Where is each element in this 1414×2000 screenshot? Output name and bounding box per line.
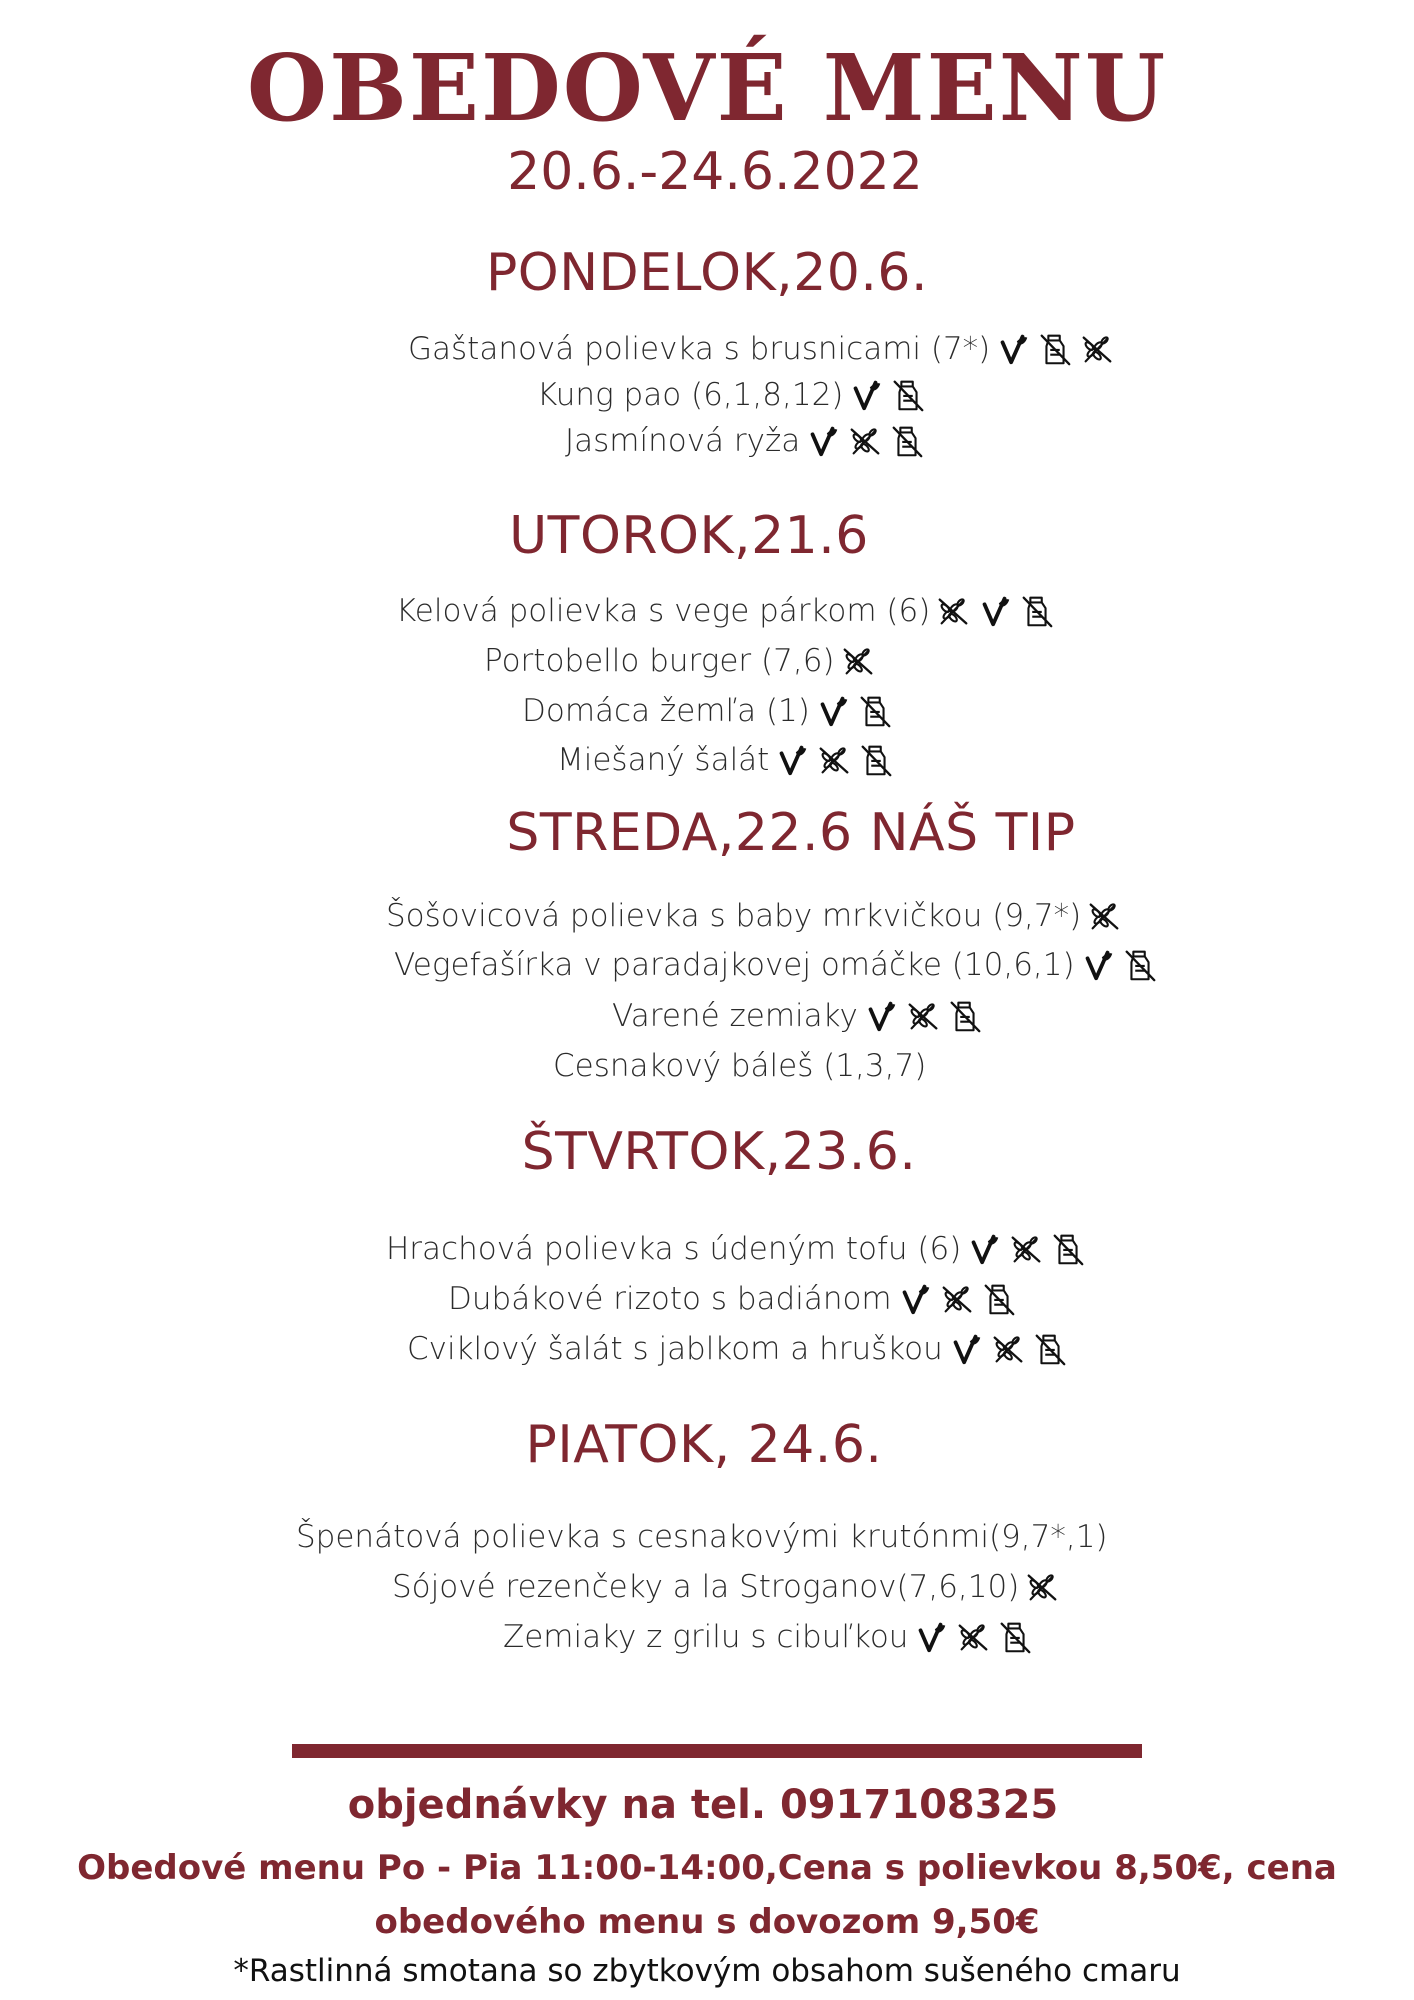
menu-item bbox=[408, 326, 1116, 372]
hours-price-line-2: obedového menu s dovozom 9,50€ bbox=[374, 1902, 1040, 1942]
menu-item-text: Kung pao (6,1,8,12) bbox=[537, 377, 844, 413]
vegan-icon bbox=[847, 375, 885, 415]
gluten-free-icon bbox=[815, 740, 853, 780]
no-lactose-icon bbox=[1121, 945, 1159, 985]
gluten-free-icon bbox=[846, 421, 884, 461]
menu-item-text: Špenátová polievka s cesnakovými krutónmi(9,7*,1) bbox=[296, 1519, 1108, 1555]
date-range: 20.6.-24.6.2022 bbox=[507, 142, 923, 202]
menu-item-text: Cesnakový báleš (1,3,7) bbox=[553, 1048, 927, 1084]
no-lactose-icon bbox=[857, 740, 895, 780]
vegan-icon bbox=[814, 691, 852, 731]
gluten-free-icon bbox=[1078, 329, 1116, 369]
no-lactose-icon bbox=[980, 1279, 1018, 1319]
menu-item-text: Zemiaky z grilu s cibuľkou bbox=[503, 1619, 909, 1655]
menu-item-text: Kelová polievka s vege párkom (6) bbox=[396, 593, 931, 629]
menu-item bbox=[386, 893, 1123, 939]
menu-item bbox=[396, 588, 1056, 634]
menu-item bbox=[503, 1614, 1034, 1660]
menu-item-text: Jasmínová ryža bbox=[565, 423, 801, 459]
menu-item-text: Dubákové rizoto s badiánom bbox=[448, 1281, 892, 1317]
menu-item-text: Vegefašírka v paradajkovej omáčke (10,6,1) bbox=[394, 947, 1075, 983]
no-lactose-icon bbox=[946, 996, 984, 1036]
menu-item-text: Šošovicová polievka s baby mrkvičkou (9,7*) bbox=[386, 898, 1082, 934]
menu-item bbox=[392, 1564, 1061, 1610]
menu-item-text: Miešaný šalát bbox=[557, 742, 770, 778]
vegan-icon bbox=[862, 996, 900, 1036]
gluten-free-icon bbox=[1085, 896, 1123, 936]
menu-item bbox=[296, 1514, 1108, 1560]
no-lactose-icon bbox=[856, 691, 894, 731]
order-phone: objednávky na tel. 0917108325 bbox=[347, 1782, 1059, 1828]
vegan-icon bbox=[965, 1229, 1003, 1269]
menu-item bbox=[448, 1276, 1018, 1322]
vegan-icon bbox=[1079, 945, 1117, 985]
vegan-icon bbox=[912, 1617, 950, 1657]
gluten-free-icon bbox=[934, 591, 972, 631]
gluten-free-icon bbox=[989, 1329, 1027, 1369]
vegan-icon bbox=[773, 740, 811, 780]
menu-item-text: Gaštanová polievka s brusnicami (7*) bbox=[408, 331, 991, 367]
menu-item bbox=[565, 418, 926, 464]
divider bbox=[292, 1744, 1142, 1758]
no-lactose-icon bbox=[1018, 591, 1056, 631]
no-lactose-icon bbox=[996, 1617, 1034, 1657]
no-lactose-icon bbox=[1049, 1229, 1087, 1269]
menu-item-text: Varené zemiaky bbox=[612, 998, 858, 1034]
menu-item-text: Cviklový šalát s jablkom a hruškou bbox=[407, 1331, 943, 1367]
day-heading-thursday: ŠTVRTOK,23.6. bbox=[521, 1122, 917, 1182]
gluten-free-icon bbox=[954, 1617, 992, 1657]
gluten-free-icon bbox=[904, 996, 942, 1036]
menu-item bbox=[407, 1326, 1069, 1372]
menu-item bbox=[557, 737, 895, 783]
menu-item bbox=[484, 638, 877, 684]
menu-item bbox=[612, 993, 984, 1039]
menu-item-text: Hrachová polievka s údeným tofu (6) bbox=[386, 1231, 962, 1267]
menu-item bbox=[553, 1043, 926, 1089]
menu-item bbox=[537, 372, 927, 418]
vegan-icon bbox=[947, 1329, 985, 1369]
gluten-free-icon bbox=[1007, 1229, 1045, 1269]
menu-item bbox=[386, 1226, 1087, 1272]
menu-item-text: Domáca žemľa (1) bbox=[522, 693, 810, 729]
footnote: *Rastlinná smotana so zbytkovým obsahom sušeného cmaru bbox=[233, 1953, 1181, 1989]
menu-item bbox=[522, 688, 894, 734]
gluten-free-icon bbox=[938, 1279, 976, 1319]
vegan-icon bbox=[804, 421, 842, 461]
hours-price-line-1: Obedové menu Po - Pia 11:00-14:00,Cena s polievkou 8,50€, cena bbox=[77, 1848, 1337, 1888]
vegan-icon bbox=[976, 591, 1014, 631]
no-lactose-icon bbox=[1031, 1329, 1069, 1369]
vegan-icon bbox=[896, 1279, 934, 1319]
day-heading-tuesday: UTOROK,21.6 bbox=[509, 506, 869, 566]
no-lactose-icon bbox=[888, 421, 926, 461]
menu-item-text: Sójové rezenčeky a la Stroganov(7,6,10) bbox=[392, 1569, 1020, 1605]
menu-title: OBEDOVÉ MENU bbox=[246, 34, 1168, 142]
day-heading-monday: PONDELOK,20.6. bbox=[485, 243, 929, 303]
no-lactose-icon bbox=[1036, 329, 1074, 369]
no-lactose-icon bbox=[889, 375, 927, 415]
menu-item-text: Portobello burger (7,6) bbox=[484, 643, 835, 679]
day-heading-wednesday: STREDA,22.6 NÁŠ TIP bbox=[506, 803, 1076, 863]
menu-item bbox=[394, 942, 1159, 988]
day-heading-friday: PIATOK, 24.6. bbox=[525, 1415, 883, 1475]
vegan-icon bbox=[994, 329, 1032, 369]
gluten-free-icon bbox=[839, 641, 877, 681]
gluten-free-icon bbox=[1023, 1567, 1061, 1607]
